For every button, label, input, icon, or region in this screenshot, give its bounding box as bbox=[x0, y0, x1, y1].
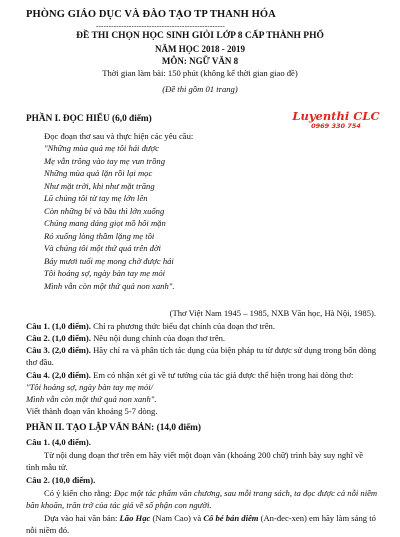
poem-line: Chúng mang dáng giọt mồ hôi mặn bbox=[44, 218, 166, 229]
part2-title: PHẦN II. TẠO LẬP VĂN BẢN: (14,0 điểm) bbox=[26, 423, 202, 433]
question-2 bbox=[26, 332, 378, 344]
question-text: Chỉ ra phương thức biểu đạt chính của đoạn thơ trên. bbox=[90, 321, 275, 331]
task-mid: (Nam Cao) và bbox=[150, 513, 204, 523]
poem-line: Bảy mươi tuổi mẹ mong chờ được hái bbox=[44, 255, 174, 266]
poem-line: Mình vẫn còn một thứ quả non xanh". bbox=[44, 281, 175, 292]
time-limit: Thời gian làm bài: 150 phút (không kể thời gian giao đề) bbox=[102, 68, 298, 78]
poem-line: Lũ chúng tôi từ tay mẹ lớn lên bbox=[44, 193, 148, 204]
question-4-quote-line-2: Mình vẫn còn một thứ quả non xanh". bbox=[26, 394, 157, 404]
department-name: PHÒNG GIÁO DỤC VÀ ĐÀO TẠO TP THANH HÓA bbox=[26, 9, 276, 20]
stamp-brand: Luyenthi CLC bbox=[292, 109, 380, 123]
poem-line: Rỏ xuống lòng thầm lặng mẹ tôi bbox=[44, 230, 155, 241]
question-label: Câu 3. (2,0 điểm). bbox=[26, 345, 91, 355]
poem-line: Còn những bí và bầu thì lớn xuống bbox=[44, 205, 165, 216]
question-label: Câu 4. (2,0 điểm). bbox=[26, 370, 91, 380]
school-year: NĂM HỌC 2018 - 2019 bbox=[155, 44, 245, 54]
question-label: Câu 2. (10,0 điểm). bbox=[26, 475, 96, 485]
header-separator: --------------------------------------------------- bbox=[96, 22, 226, 30]
question-text: Em có nhận xét gì về tư tưởng của tác giả được thể hiện trong hai dòng thơ: bbox=[90, 370, 354, 380]
watermark-stamp bbox=[288, 109, 384, 130]
question-4 bbox=[26, 369, 378, 381]
work-title-co-be-ban-diem: Cô bé bán diêm bbox=[203, 513, 259, 523]
essay-question-1-text: Từ nội dung đoạn thơ trên em hãy viết một đoạn văn (khoảng 200 chữ) trình bày suy nghĩ về tình mẫu tử. bbox=[26, 450, 364, 473]
essay-question-2-prompt bbox=[26, 487, 378, 512]
poem-line: Những mùa quả lặn rồi lại mọc bbox=[44, 168, 153, 179]
task-lead: Dựa vào hai văn bản: bbox=[44, 513, 120, 523]
prompt-quote: Đọc một tác phẩm văn chương, sau mỗi trang sách, ta đọc được cả nỗi niềm băn khoăn, trăn trở của tác giả về số phận con người. bbox=[26, 488, 378, 511]
poem-line: Như mặt trời, khi như mặt trăng bbox=[44, 180, 155, 191]
question-4-requirement: Viết thành đoạn văn khoảng 5-7 dòng. bbox=[26, 406, 158, 416]
question-1 bbox=[26, 320, 378, 332]
poem bbox=[44, 142, 175, 293]
question-label: Câu 1. (4,0 điểm). bbox=[26, 437, 91, 447]
essay-question-2-label bbox=[26, 474, 378, 486]
question-3 bbox=[26, 344, 378, 369]
reading-intro: Đọc đoạn thơ sau và thực hiện các yêu cầu: bbox=[44, 131, 194, 141]
question-4-quote-line-1: "Tôi hoảng sợ, ngày bàn tay mẹ mỏi/ bbox=[26, 382, 154, 392]
essay-question-2-task bbox=[26, 512, 378, 537]
question-text: Hãy chỉ ra và phân tích tác dụng của biện pháp tu từ được sử dụng trong bốn dòng thơ đầu. bbox=[26, 345, 377, 368]
pages-note: (Đề thi gồm 01 trang) bbox=[162, 84, 238, 94]
task-end: (An-đec-xen) em hãy làm sáng tỏ nỗi niềm đó. bbox=[26, 513, 376, 536]
essay-question-1-label bbox=[26, 436, 378, 448]
question-text: Nêu nội dung chính của đoạn thơ trên. bbox=[90, 333, 226, 343]
question-label: Câu 1. (1,0 điểm). bbox=[26, 321, 91, 331]
poem-line: Và chúng tôi một thứ quả trên đời bbox=[44, 243, 161, 254]
poem-line: Tôi hoảng sợ, ngày bàn tay mẹ mỏi bbox=[44, 268, 166, 279]
exam-title: ĐỀ THI CHỌN HỌC SINH GIỎI LỚP 8 CẤP THÀNH PHỐ bbox=[76, 31, 324, 41]
prompt-lead: Có ý kiến cho rằng: bbox=[44, 488, 114, 498]
part1-title: PHẦN I. ĐỌC HIỂU (6,0 điểm) bbox=[26, 114, 152, 124]
work-title-lao-hac: Lão Hạc bbox=[119, 513, 151, 523]
question-label: Câu 2. (1,0 điểm). bbox=[26, 333, 91, 343]
stamp-phone: 0969 330 754 bbox=[311, 122, 361, 130]
poem-line: "Những mùa quả mẹ tôi hái được bbox=[44, 143, 159, 153]
poem-line: Mẹ vẫn trông vào tay mẹ vun trồng bbox=[44, 155, 166, 166]
poem-source: (Thơ Việt Nam 1945 – 1985, NXB Văn học, Hà Nội, 1985). bbox=[169, 308, 376, 318]
subject: MÔN: NGỮ VĂN 8 bbox=[161, 56, 239, 66]
